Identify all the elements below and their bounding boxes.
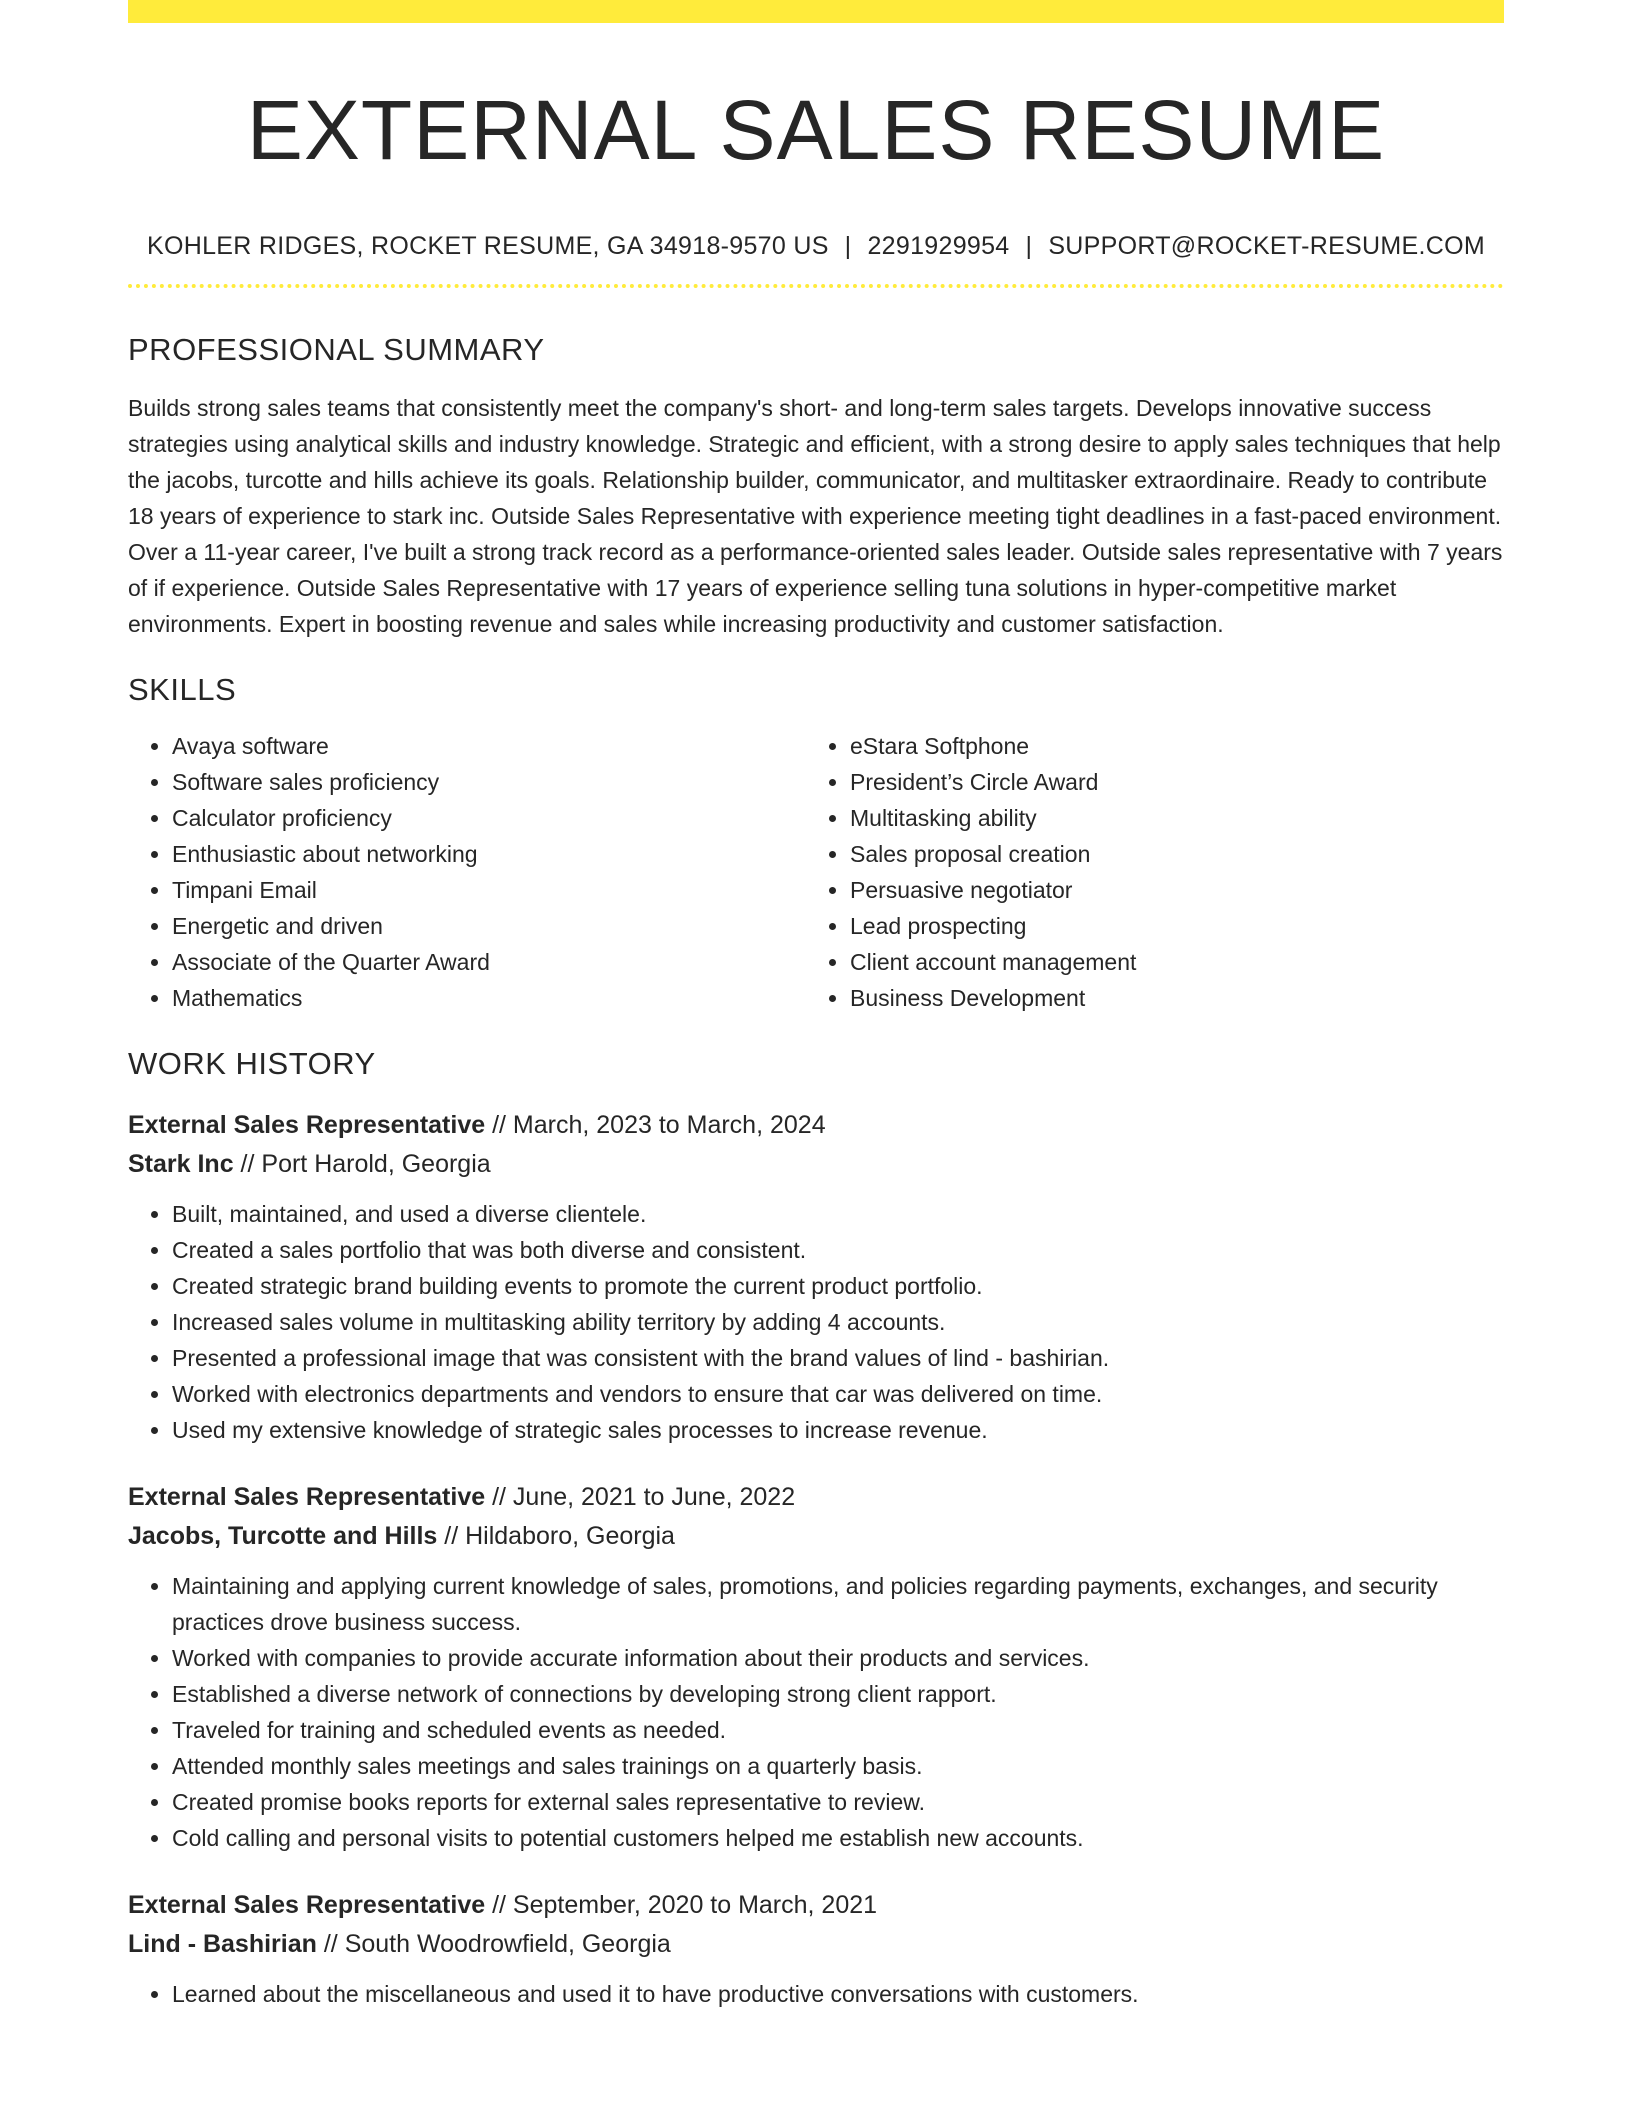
contact-phone: 2291929954 bbox=[867, 232, 1010, 260]
job-bullet: • Built, maintained, and used a diverse clientele. bbox=[172, 1196, 1504, 1232]
job-entry bbox=[128, 1886, 1504, 2012]
skill-item: • Client account management bbox=[850, 944, 1484, 980]
contact-email: SUPPORT@ROCKET-RESUME.COM bbox=[1048, 232, 1485, 260]
skills-list-left bbox=[128, 728, 806, 1016]
skill-item: • Mathematics bbox=[172, 980, 806, 1016]
skills-column-right bbox=[806, 728, 1484, 1016]
skill-item: • Enthusiastic about networking bbox=[172, 836, 806, 872]
skills-grid bbox=[128, 728, 1504, 1016]
job-bullets bbox=[128, 1196, 1504, 1448]
job-bullet: • Used my extensive knowledge of strategic sales processes to increase revenue. bbox=[172, 1412, 1504, 1448]
job-bullet: • Maintaining and applying current knowledge of sales, promotions, and policies regarding payments, exchanges, and security practices drove business success. bbox=[172, 1568, 1504, 1640]
job-bullet: • Worked with companies to provide accurate information about their products and services. bbox=[172, 1640, 1504, 1676]
contact-address: KOHLER RIDGES, ROCKET RESUME, GA 34918-9570 US bbox=[147, 232, 829, 260]
contact-separator: | bbox=[1025, 232, 1033, 260]
job-bullet: • Created promise books reports for external sales representative to review. bbox=[172, 1784, 1504, 1820]
skill-item: • Business Development bbox=[850, 980, 1484, 1016]
job-role: External Sales Representative bbox=[128, 1111, 486, 1139]
job-bullet: • Cold calling and personal visits to potential customers helped me establish new accounts. bbox=[172, 1820, 1504, 1856]
skill-item: • Software sales proficiency bbox=[172, 764, 806, 800]
job-dates: // March, 2023 to March, 2024 bbox=[485, 1111, 826, 1139]
skill-item: • Avaya software bbox=[172, 728, 806, 764]
job-bullet: • Created a sales portfolio that was both diverse and consistent. bbox=[172, 1232, 1504, 1268]
job-company-line bbox=[128, 1517, 1504, 1556]
job-company: Jacobs, Turcotte and Hills bbox=[128, 1522, 438, 1550]
job-bullet: • Learned about the miscellaneous and used it to have productive conversations with customers. bbox=[172, 1976, 1504, 2012]
summary-text: Builds strong sales teams that consistently meet the company's short- and long-term sales targets. Develops innovative success strategies using analytical skills and industry knowledge. Strategic and efficient, with a strong desire to apply sales techniques that help the jacobs, turcotte and hills achieve its goals. Relationship builder, communicator, and multitasker extraordinaire. Ready to contribute 18 years of experience to stark inc. Outside Sales Representative with experience meeting tight deadlines in a fast-paced environment. Over a 11-year career, I've built a strong track record as a performance-oriented sales leader. Outside sales representative with 7 years of if experience. Outside Sales Representative with 17 years of experience selling tuna solutions in hyper-competitive market environments. Expert in boosting revenue and sales while increasing productivity and customer satisfaction. bbox=[128, 395, 1503, 637]
job-bullet: • Established a diverse network of connections by developing strong client rapport. bbox=[172, 1676, 1504, 1712]
skill-item: • Lead prospecting bbox=[850, 908, 1484, 944]
skill-item: • President’s Circle Award bbox=[850, 764, 1484, 800]
skill-item: • Timpani Email bbox=[172, 872, 806, 908]
job-role: External Sales Representative bbox=[128, 1483, 486, 1511]
job-company-line bbox=[128, 1925, 1504, 1964]
skills-list-right bbox=[806, 728, 1484, 1016]
job-bullet: • Attended monthly sales meetings and sales trainings on a quarterly basis. bbox=[172, 1748, 1504, 1784]
job-bullet: • Created strategic brand building events to promote the current product portfolio. bbox=[172, 1268, 1504, 1304]
job-dates: // June, 2021 to June, 2022 bbox=[485, 1483, 796, 1511]
job-entry bbox=[128, 1478, 1504, 1856]
job-bullet: • Increased sales volume in multitasking ability territory by adding 4 accounts. bbox=[172, 1304, 1504, 1340]
skill-item: • Multitasking ability bbox=[850, 800, 1484, 836]
job-location: // Port Harold, Georgia bbox=[233, 1150, 491, 1178]
job-company: Stark Inc bbox=[128, 1150, 234, 1178]
skills-heading: SKILLS bbox=[128, 672, 237, 707]
job-role-line bbox=[128, 1886, 1504, 1925]
skill-item: • Persuasive negotiator bbox=[850, 872, 1484, 908]
skill-item: • Associate of the Quarter Award bbox=[172, 944, 806, 980]
job-role-line bbox=[128, 1106, 1504, 1145]
job-dates: // September, 2020 to March, 2021 bbox=[485, 1891, 878, 1919]
summary-heading: PROFESSIONAL SUMMARY bbox=[128, 332, 545, 367]
job-role-line bbox=[128, 1478, 1504, 1517]
job-bullet: • Worked with electronics departments and vendors to ensure that car was delivered on time. bbox=[172, 1376, 1504, 1412]
resume-page bbox=[128, 0, 1504, 2012]
job-company-line bbox=[128, 1145, 1504, 1184]
job-role: External Sales Representative bbox=[128, 1891, 486, 1919]
contact-line bbox=[128, 230, 1504, 262]
top-accent-bar bbox=[128, 0, 1504, 23]
resume-title: EXTERNAL SALES RESUME bbox=[246, 83, 1386, 177]
contact-separator: | bbox=[844, 232, 852, 260]
job-bullets bbox=[128, 1568, 1504, 1856]
job-company: Lind - Bashirian bbox=[128, 1930, 317, 1958]
job-bullet: • Presented a professional image that was consistent with the brand values of lind - bashirian. bbox=[172, 1340, 1504, 1376]
dotted-divider bbox=[128, 284, 1504, 288]
work-history-heading: WORK HISTORY bbox=[128, 1046, 376, 1081]
skills-column-left bbox=[128, 728, 806, 1016]
job-location: // South Woodrowfield, Georgia bbox=[316, 1930, 671, 1958]
skill-item: • Energetic and driven bbox=[172, 908, 806, 944]
skill-item: • eStara Softphone bbox=[850, 728, 1484, 764]
job-bullets bbox=[128, 1976, 1504, 2012]
job-bullet: • Traveled for training and scheduled events as needed. bbox=[172, 1712, 1504, 1748]
skill-item: • Sales proposal creation bbox=[850, 836, 1484, 872]
skill-item: • Calculator proficiency bbox=[172, 800, 806, 836]
job-location: // Hildaboro, Georgia bbox=[437, 1522, 675, 1550]
job-entry bbox=[128, 1106, 1504, 1448]
